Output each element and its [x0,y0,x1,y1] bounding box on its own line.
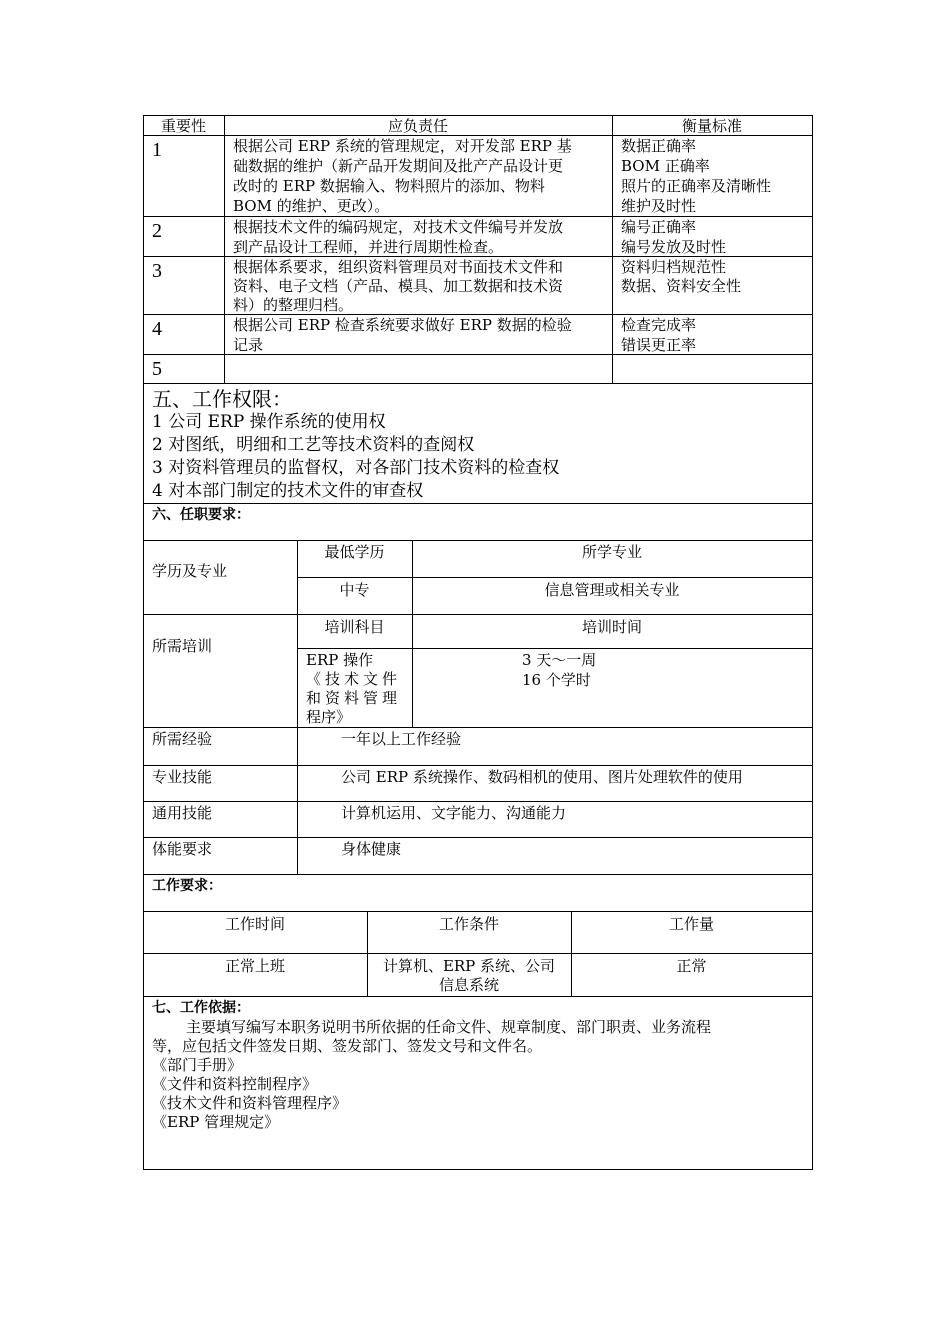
measure-line: 数据、资料安全性 [621,277,742,295]
duty-line: 改时的 ERP 数据输入、物料照片的添加、物料 [233,177,545,195]
work-value: 计算机、ERP 系统、公司 [382,957,556,975]
basis-description: 等，应包括文件签发日期、签发部门、签发文号和文件名。 [152,1037,543,1055]
training-label: 所需培训 [152,637,213,655]
row-number: 1 [152,139,162,161]
table-border-bottom [143,1169,813,1170]
physical-value: 身体健康 [341,840,402,858]
authority-item: 3 对资料管理员的监督权，对各部门技术资料的检查权 [152,458,560,478]
header-importance: 重要性 [160,117,206,135]
section-title: 五、工作权限： [152,387,292,411]
duty-line: 记录 [233,336,264,354]
train-col-header: 培训时间 [581,618,642,636]
edu-col-header: 最低学历 [324,543,385,561]
table-border-top [143,115,813,116]
train-time-line: 3 天～一周 [522,651,597,669]
experience-value: 一年以上工作经验 [341,730,462,748]
row-divider [143,383,813,384]
row-number: 4 [152,318,162,340]
row-divider [143,837,813,838]
row-divider [143,996,813,997]
basis-doc: 《文件和资料控制程序》 [152,1075,318,1093]
duty-line: 根据体系要求，组织资料管理员对书面技术文件和 [233,258,564,276]
measure-line: 资料归档规范性 [621,258,727,276]
duty-line: 根据公司 ERP 检查系统要求做好 ERP 数据的检验 [233,316,572,334]
measure-line: BOM 正确率 [621,157,710,175]
duty-line: 础数据的维护（新产品开发期间及批产产品设计更 [233,157,564,175]
work-value: 正常上班 [224,957,285,975]
row-divider [143,216,813,217]
row-divider [143,503,813,504]
train-subject-line: 程序》 [306,708,352,726]
gen-skill-value: 计算机运用、文字能力、沟通能力 [341,804,567,822]
row-divider [143,540,813,541]
edu-value: 中专 [339,581,370,599]
row-divider [143,801,813,802]
duty-line: 资料、电子文档（产品、模具、加工数据和技术资 [233,277,564,295]
train-col-header: 培训科目 [324,618,385,636]
header-measure: 衡量标准 [681,117,742,135]
train-time-line: 16 个学时 [522,671,591,689]
duty-line: 根据公司 ERP 系统的管理规定，对开发部 ERP 基 [233,137,572,155]
row-number: 2 [152,220,162,242]
work-col-header: 工作条件 [438,915,499,933]
experience-label: 所需经验 [152,730,213,748]
measure-line: 数据正确率 [621,137,697,155]
gen-skill-label: 通用技能 [152,804,213,822]
row-divider [143,614,813,615]
train-subject-line: 和资料管理 [306,689,402,707]
education-label: 学历及专业 [152,562,228,580]
row-divider [143,874,813,875]
section-title: 工作要求： [152,878,222,894]
authority-item: 2 对图纸，明细和工艺等技术资料的查阅权 [152,435,475,455]
pro-skill-label: 专业技能 [152,768,213,786]
measure-line: 编号正确率 [621,218,697,236]
work-col-header: 工作时间 [224,915,285,933]
section-title: 六、任职要求： [152,507,250,523]
measure-line: 维护及时性 [621,197,697,215]
measure-line: 编号发放及时性 [621,238,727,256]
train-subject-line: ERP 操作 [306,651,374,669]
col-divider [224,115,225,383]
duty-line: 根据技术文件的编码规定，对技术文件编号并发放 [233,218,564,236]
row-divider [297,577,813,578]
edu-value: 信息管理或相关专业 [544,581,680,599]
basis-doc: 《ERP 管理规定》 [152,1113,280,1131]
duty-line: 到产品设计工程师，并进行周期性检查。 [233,238,504,256]
row-number: 3 [152,260,162,282]
work-value: 信息系统 [438,976,499,994]
authority-item: 4 对本部门制定的技术文件的审查权 [152,481,424,501]
header-duty: 应负责任 [387,117,448,135]
basis-doc: 《部门手册》 [152,1056,243,1074]
measure-line: 错误更正率 [621,336,697,354]
work-value: 正常 [676,957,707,975]
row-divider [143,765,813,766]
col-divider [612,115,613,383]
row-number: 5 [152,358,162,380]
work-col-header: 工作量 [668,915,714,933]
basis-doc: 《技术文件和资料管理程序》 [152,1094,348,1112]
row-divider [143,911,813,912]
duty-line: 料）的整理归档。 [233,296,354,314]
edu-col-header: 所学专业 [581,543,642,561]
table-border-right [812,115,813,1170]
authority-item: 1 公司 ERP 操作系统的使用权 [152,412,386,432]
row-divider [143,953,813,954]
duty-line: BOM 的维护、更改）。 [233,197,390,215]
section-title: 七、工作依据： [152,1000,250,1016]
row-divider [143,727,813,728]
train-subject-line: 《技术文件 [306,670,402,688]
basis-description: 主要填写编写本职务说明书所依据的任命文件、规章制度、部门职责、业务流程 [186,1018,712,1036]
row-divider [297,648,813,649]
table-border-left [143,115,144,1170]
measure-line: 照片的正确率及清晰性 [621,177,772,195]
pro-skill-value: 公司 ERP 系统操作、数码相机的使用、图片处理软件的使用 [341,768,743,786]
physical-label: 体能要求 [152,840,213,858]
measure-line: 检查完成率 [621,316,697,334]
